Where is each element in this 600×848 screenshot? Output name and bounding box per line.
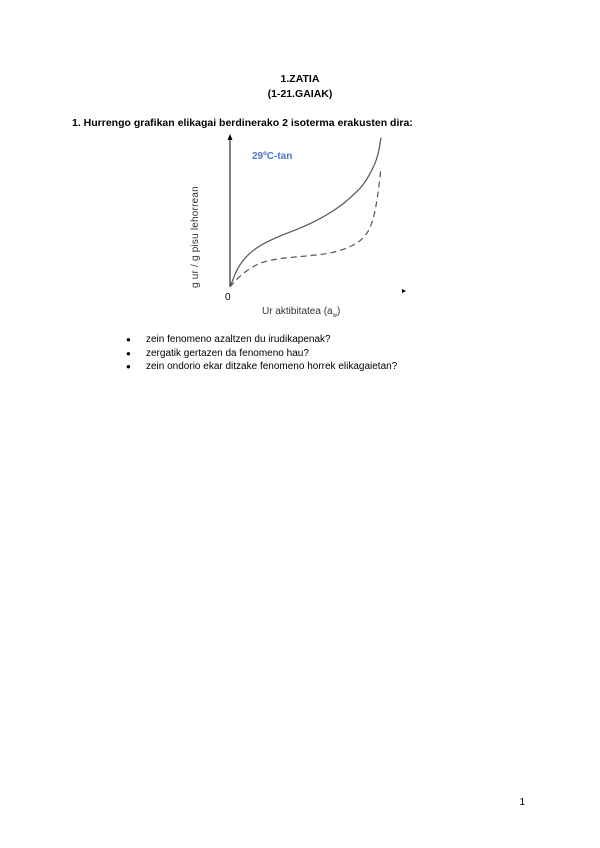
page-title (0, 72, 600, 102)
x-axis-label (262, 306, 340, 319)
bullet-icon: ● (126, 335, 131, 344)
isotherm-dashed-line (230, 168, 381, 287)
list-item (126, 360, 397, 374)
origin-label: 0 (225, 292, 231, 303)
list-item (126, 333, 397, 347)
bullet-text: zein ondorio ekar ditzake fenomeno horrek elikagaietan? (146, 361, 398, 372)
y-axis-label: g ur / g pisu lehorrean (190, 186, 201, 288)
question-text: 1. Hurrengo grafikan elikagai berdinerako 2 isoterma erakusten dira: (72, 117, 413, 129)
bullet-icon: ● (126, 362, 131, 371)
isotherm-chart (190, 132, 420, 324)
temperature-annotation: 29ºC-tan (252, 151, 293, 162)
y-axis-arrow-icon (228, 134, 233, 140)
title-line: 1.ZATIA (280, 73, 320, 85)
bullet-text: zergatik gertazen da fenomeno hau? (146, 347, 309, 359)
bullet-list (126, 333, 397, 374)
subtitle-line: (1-21.GAIAK) (267, 88, 333, 100)
x-axis-arrow-icon (402, 289, 406, 293)
x-axis-label-suffix: ) (336, 306, 341, 317)
x-axis-label-text: Ur aktibitatea (a (262, 306, 333, 317)
bullet-icon: ● (126, 348, 131, 358)
list-item (126, 347, 397, 361)
x-axis-label-subscript: w (332, 313, 337, 319)
page-number: 1 (519, 797, 525, 808)
bullet-text: zein fenomeno azaltzen du irudikapenak? (146, 334, 331, 345)
